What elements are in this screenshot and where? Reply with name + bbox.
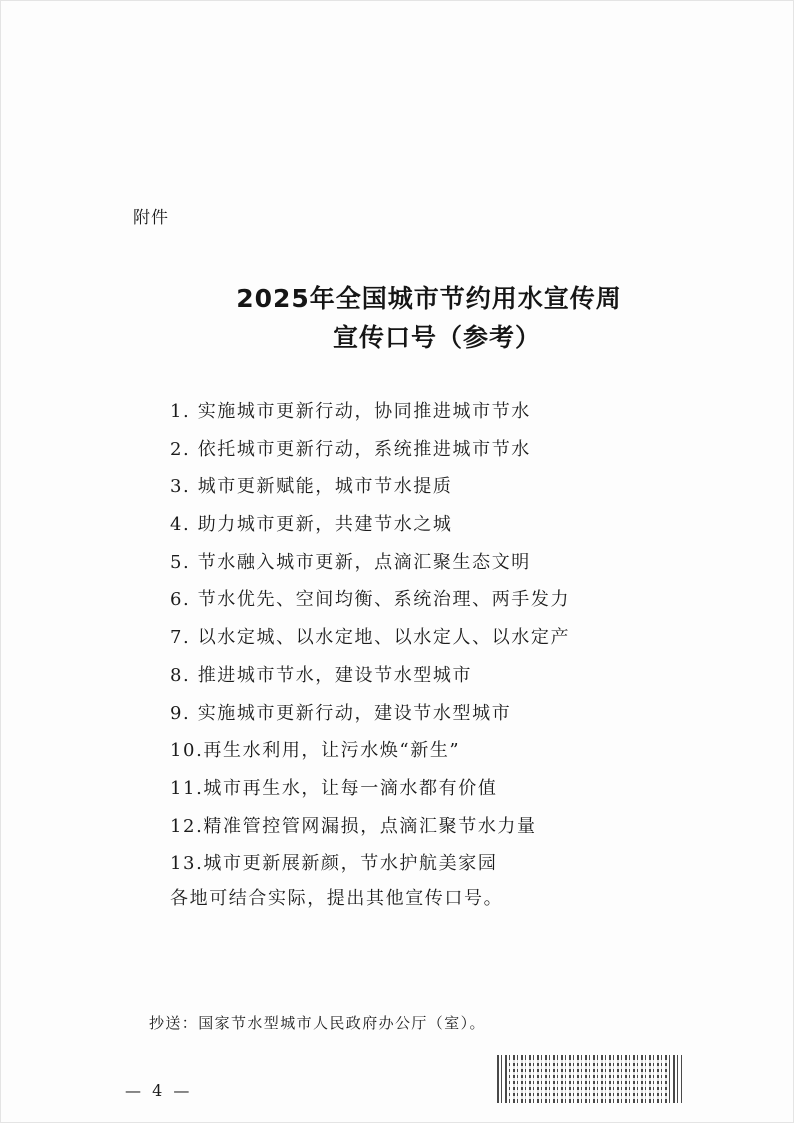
page-number: — 4 — [125,1081,193,1100]
document-title-line1: 2025年全国城市节约用水宣传周 [236,284,622,313]
slogan-item: 7. 以水定城、以水定地、以水定人、以水定产 [170,627,571,649]
closing-note: 各地可结合实际，提出其他宣传口号。 [170,888,504,909]
barcode-image [497,1055,682,1103]
slogan-item: 2. 依托城市更新行动，系统推进城市节水 [170,438,531,460]
slogan-item: 11.城市再生水，让每一滴水都有价值 [170,777,498,799]
slogan-item: 3. 城市更新赋能，城市节水提质 [170,476,453,498]
cc-line: 抄送：国家节水型城市人民政府办公厅（室）。 [149,1014,486,1032]
slogan-item: 8. 推进城市节水，建设节水型城市 [170,664,473,686]
slogan-item: 5. 节水融入城市更新，点滴汇聚生态文明 [170,551,531,573]
slogan-list [170,393,570,883]
slogan-item: 12.精准管控管网漏损，点滴汇聚节水力量 [170,815,537,837]
slogan-item: 4. 助力城市更新，共建节水之城 [170,514,453,536]
slogan-item: 1. 实施城市更新行动，协同推进城市节水 [170,401,531,422]
attachment-label: 附件 [133,208,169,228]
slogan-item: 6. 节水优先、空间均衡、系统治理、两手发力 [170,589,571,611]
slogan-item: 10.再生水利用，让污水焕“新生” [170,740,461,762]
slogan-item: 9. 实施城市更新行动，建设节水型城市 [170,702,512,724]
document-title-line2: 宣传口号（参考） [332,323,541,352]
slogan-item: 13.城市更新展新颜，节水护航美家园 [170,853,498,875]
